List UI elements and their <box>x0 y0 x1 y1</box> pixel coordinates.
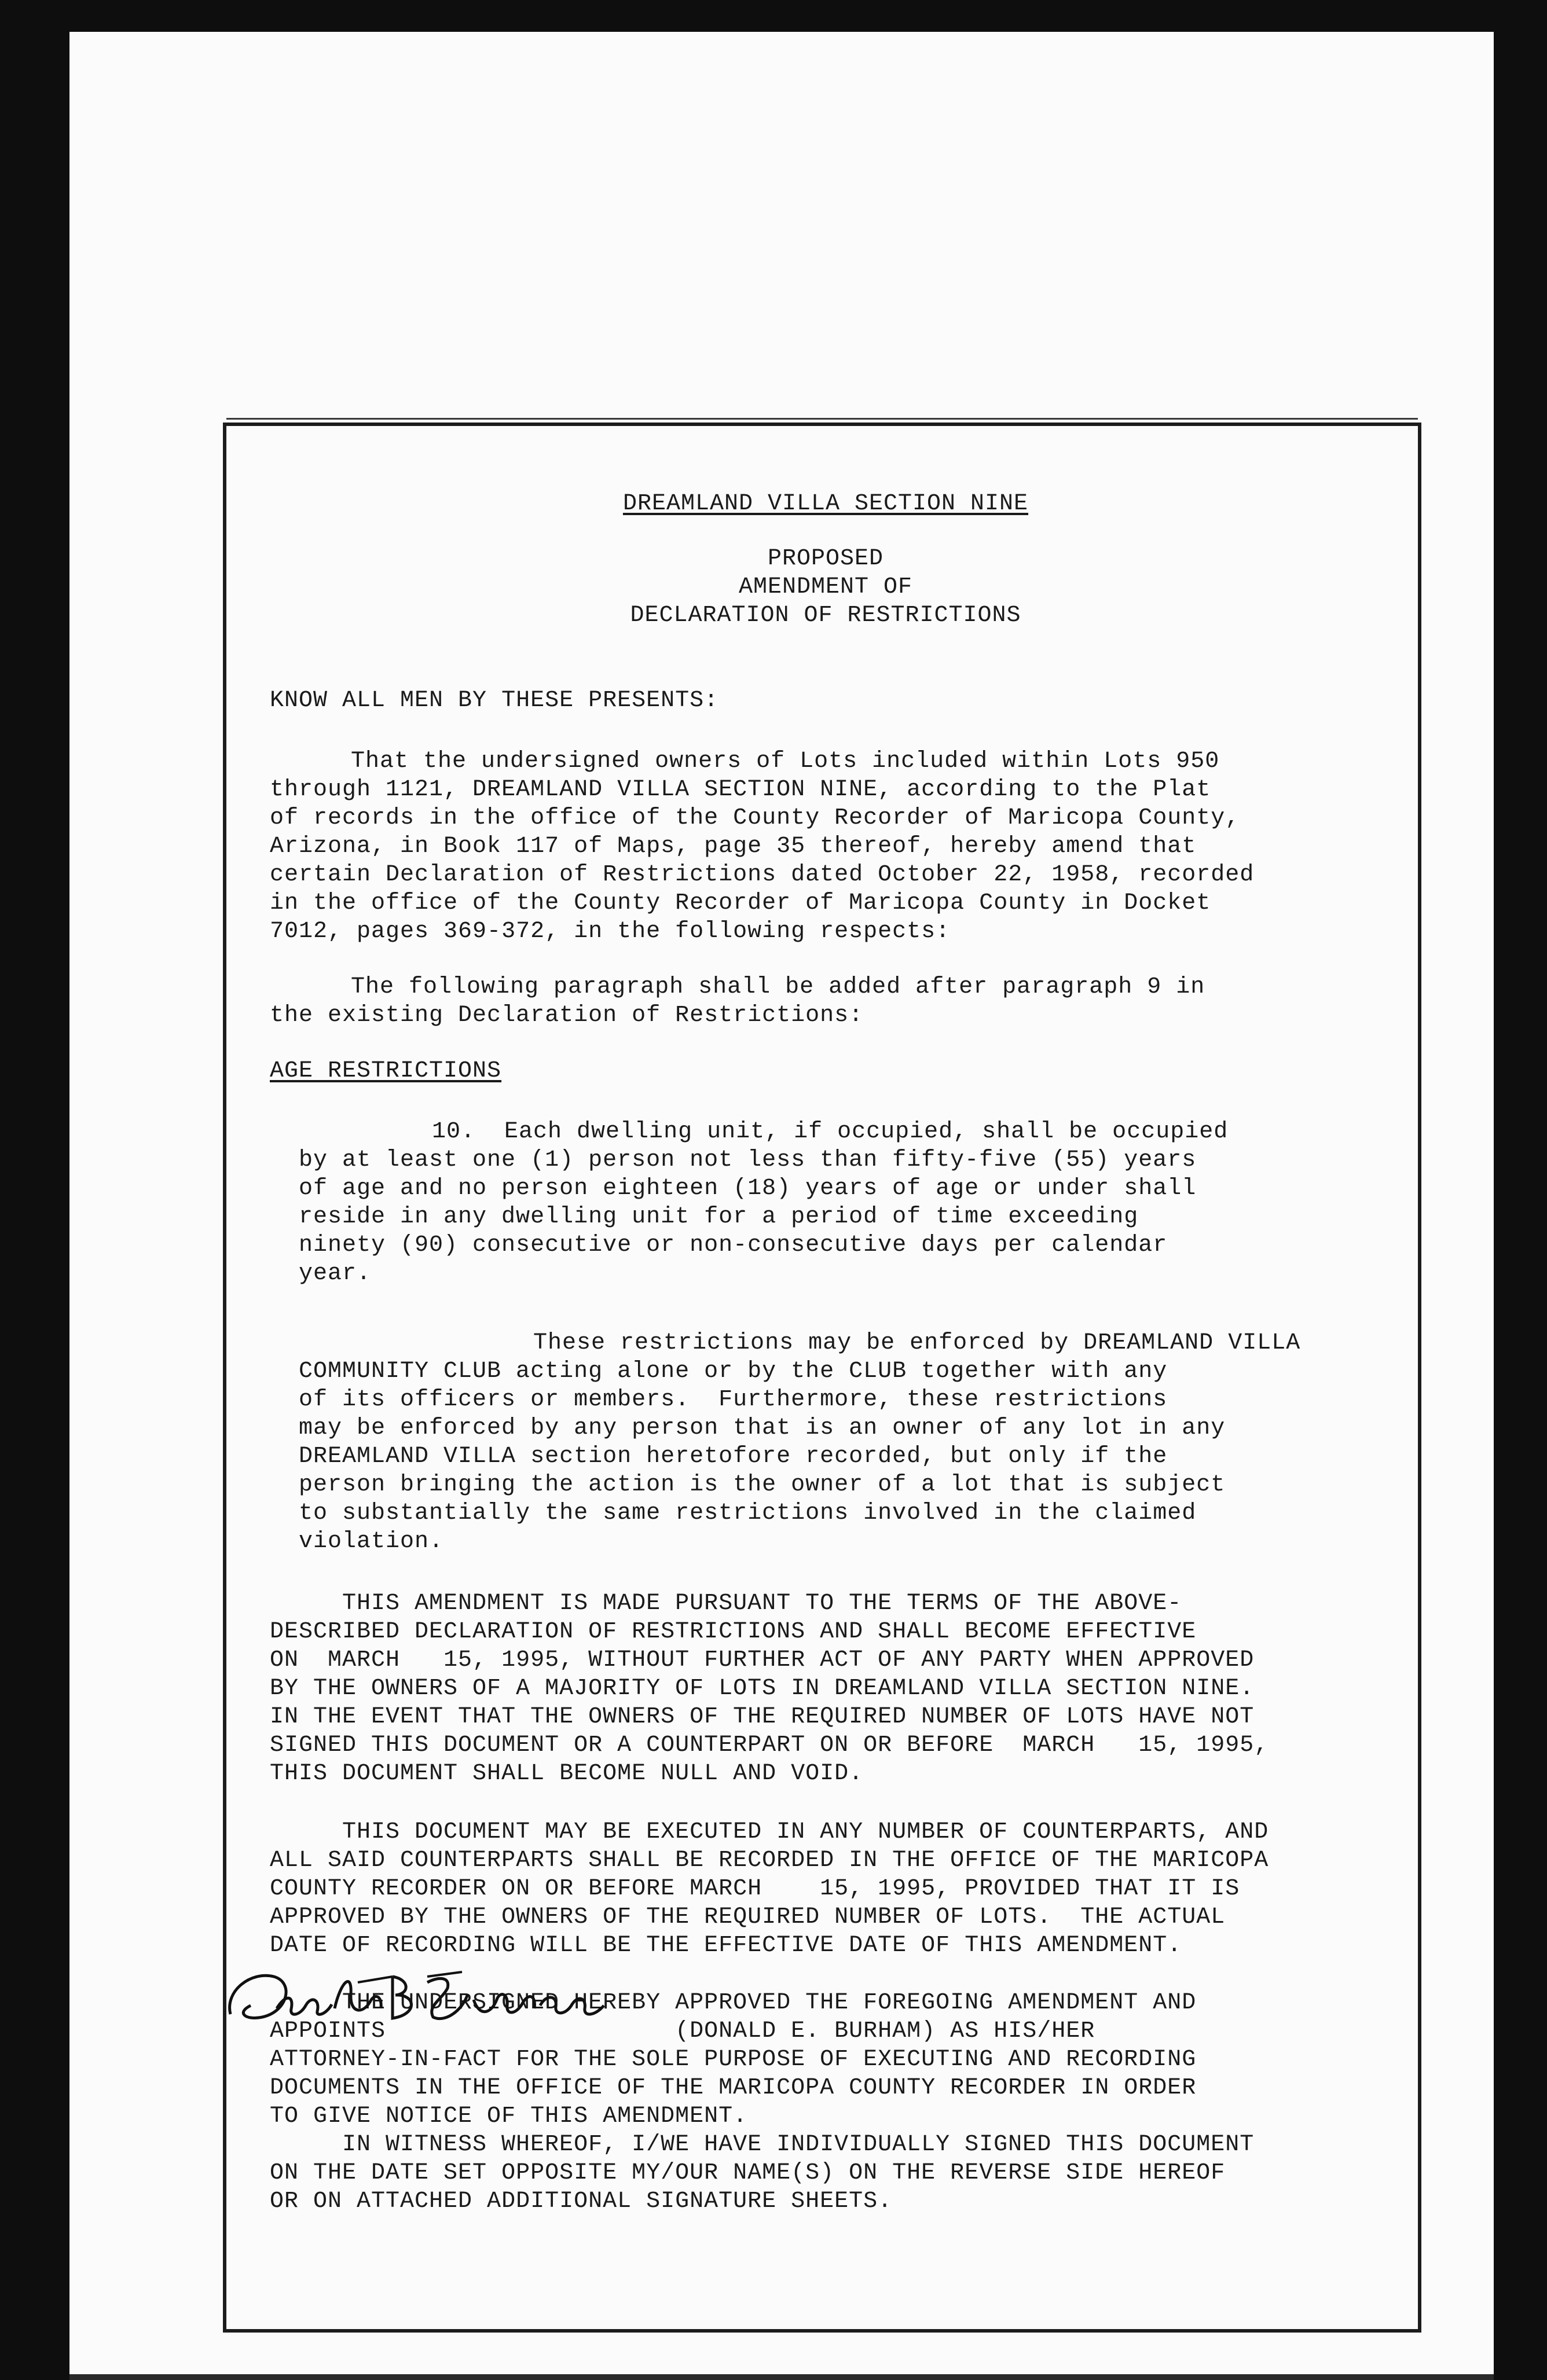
paragraph-line: The following paragraph shall be added after paragraph 9 in <box>351 974 1205 1000</box>
paragraph-line: the existing Declaration of Restrictions: <box>270 1002 864 1029</box>
paragraph-line: IN WITNESS WHEREOF, I/WE HAVE INDIVIDUALLY SIGNED THIS DOCUMENT <box>342 2132 1255 2158</box>
paragraph-line: TO GIVE NOTICE OF THIS AMENDMENT. <box>270 2103 748 2129</box>
document-subheading-amendment: AMENDMENT OF <box>738 574 913 600</box>
paragraph-line: IN THE EVENT THAT THE OWNERS OF THE REQUIRED NUMBER OF LOTS HAVE NOT <box>270 1704 1255 1730</box>
paragraph-line: person bringing the action is the owner of a lot that is subject <box>299 1472 1226 1498</box>
paragraph-line: of records in the office of the County Recorder of Maricopa County, <box>270 805 1240 831</box>
paragraph-line: THE UNDERSIGNED HEREBY APPROVED THE FOREGOING AMENDMENT AND <box>342 1990 1197 2016</box>
paragraph-line: These restrictions may be enforced by DREAMLAND VILLA <box>533 1330 1301 1356</box>
section-heading-age-restrictions: AGE RESTRICTIONS <box>270 1058 502 1084</box>
paragraph-line: through 1121, DREAMLAND VILLA SECTION NINE, according to the Plat <box>270 777 1211 803</box>
document-heading: DREAMLAND VILLA SECTION NINE <box>622 491 1029 517</box>
paragraph-line: COMMUNITY CLUB acting alone or by the CLUB together with any <box>299 1358 1168 1384</box>
paragraph-line: to substantially the same restrictions involved in the claimed <box>299 1500 1197 1526</box>
paragraph-line: certain Declaration of Restrictions dated October 22, 1958, recorded <box>270 862 1255 888</box>
paragraph-line: ATTORNEY-IN-FACT FOR THE SOLE PURPOSE OF EXECUTING AND RECORDING <box>270 2047 1197 2073</box>
paragraph-line: ALL SAID COUNTERPARTS SHALL BE RECORDED IN THE OFFICE OF THE MARICOPA <box>270 1848 1269 1874</box>
paragraph-line: 7012, pages 369-372, in the following respects: <box>270 919 951 945</box>
paragraph-line: of age and no person eighteen (18) years of age or under shall <box>299 1176 1197 1202</box>
paragraph-line: THIS AMENDMENT IS MADE PURSUANT TO THE TERMS OF THE ABOVE- <box>342 1591 1182 1617</box>
paragraph-line: by at least one (1) person not less than fifty-five (55) years <box>299 1147 1197 1173</box>
paragraph-line: of its officers or members. Furthermore, these restrictions <box>299 1387 1168 1413</box>
paragraph-line: That the undersigned owners of Lots included within Lots 950 <box>351 748 1220 774</box>
document-subheading-declaration: DECLARATION OF RESTRICTIONS <box>630 603 1021 629</box>
salutation: KNOW ALL MEN BY THESE PRESENTS: <box>270 688 719 714</box>
scan-edge-shadow <box>69 2374 1494 2380</box>
paragraph-line: DREAMLAND VILLA section heretofore recorded, but only if the <box>299 1444 1168 1470</box>
document-page <box>69 32 1494 2380</box>
paragraph-line: DOCUMENTS IN THE OFFICE OF THE MARICOPA COUNTY RECORDER IN ORDER <box>270 2075 1197 2101</box>
paragraph-line: DESCRIBED DECLARATION OF RESTRICTIONS AND SHALL BECOME EFFECTIVE <box>270 1619 1197 1645</box>
paragraph-line: year. <box>299 1261 372 1287</box>
paragraph-line: THIS DOCUMENT MAY BE EXECUTED IN ANY NUMBER OF COUNTERPARTS, AND <box>342 1819 1269 1845</box>
paragraph-line: 10. Each dwelling unit, if occupied, shall be occupied <box>432 1119 1229 1145</box>
paragraph-line: SIGNED THIS DOCUMENT OR A COUNTERPART ON OR BEFORE MARCH 15, 1995, <box>270 1732 1269 1758</box>
document-frame <box>223 423 1421 2333</box>
paragraph-line: may be enforced by any person that is an owner of any lot in any <box>299 1415 1226 1441</box>
paragraph-line: ON THE DATE SET OPPOSITE MY/OUR NAME(S) ON THE REVERSE SIDE HEREOF <box>270 2160 1226 2186</box>
paragraph-line: reside in any dwelling unit for a period of time exceeding <box>299 1204 1139 1230</box>
paragraph-line: BY THE OWNERS OF A MAJORITY OF LOTS IN DREAMLAND VILLA SECTION NINE. <box>270 1676 1255 1702</box>
paragraph-line: DATE OF RECORDING WILL BE THE EFFECTIVE DATE OF THIS AMENDMENT. <box>270 1933 1182 1959</box>
document-subheading-proposed: PROPOSED <box>767 546 884 572</box>
handwritten-signature <box>219 1959 618 2034</box>
paragraph-line: COUNTY RECORDER ON OR BEFORE MARCH 15, 1995, PROVIDED THAT IT IS <box>270 1876 1240 1902</box>
paragraph-line: THIS DOCUMENT SHALL BECOME NULL AND VOID. <box>270 1761 864 1787</box>
paragraph-line: ninety (90) consecutive or non-consecutive days per calendar <box>299 1232 1168 1258</box>
paragraph-line: APPROVED BY THE OWNERS OF THE REQUIRED NUMBER OF LOTS. THE ACTUAL <box>270 1904 1226 1930</box>
paragraph-line: ON MARCH 15, 1995, WITHOUT FURTHER ACT OF ANY PARTY WHEN APPROVED <box>270 1647 1255 1673</box>
paragraph-line: Arizona, in Book 117 of Maps, page 35 thereof, hereby amend that <box>270 833 1197 860</box>
paragraph-line: in the office of the County Recorder of Maricopa County in Docket <box>270 890 1211 916</box>
paragraph-line: APPOINTS (DONALD E. BURHAM) AS HIS/HER <box>270 2018 1095 2044</box>
paragraph-line: OR ON ATTACHED ADDITIONAL SIGNATURE SHEETS. <box>270 2188 893 2214</box>
paragraph-line: violation. <box>299 1529 444 1555</box>
